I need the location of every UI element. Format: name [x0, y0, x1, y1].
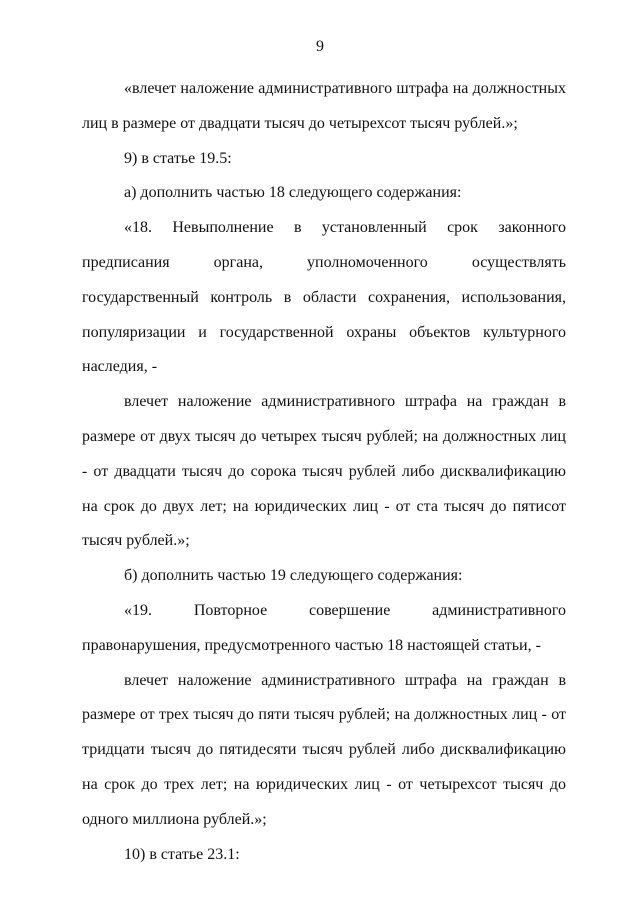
paragraph-part-18-text: «18. Невыполнение в установленный срок законного предписания органа, уполномоченного осуществлять государственный контроль в области сохранения, использования, популяризации и государственной охраны объектов культурного наследия, - — [82, 219, 566, 376]
paragraph-add-part-19: б) дополнить частью 19 следующего содержания: — [124, 567, 463, 585]
paragraph-part-18-penalty: влечет наложение административного штрафа на граждан в размере от двух тысяч до четырех тысяч рублей; на должностных лиц - от двадцати тысяч до сорока тысяч рублей либо дисквалификацию на срок до двух лет; на юридических лиц - от ста тысяч до пятисот тысяч рублей.»; — [82, 393, 566, 550]
page-number: 9 — [316, 38, 324, 55]
paragraph-article-23-1: 10) в статье 23.1: — [124, 845, 240, 863]
paragraph-article-19-5: 9) в статье 19.5: — [124, 149, 232, 167]
paragraph-part-19-text: «19. Повторное совершение административного правонарушения, предусмотренного частью 18 настоящей статьи, - — [82, 601, 566, 654]
paragraph-part-19-penalty: влечет наложение административного штрафа на граждан в размере от трех тысяч до пяти тысяч рублей; на должностных лиц - от тридцати тысяч до пятидесяти тысяч рублей либо дисквалификацию на срок до трех лет; на юридических лиц - от четырехсот тысяч до одного миллиона рублей.»; — [82, 671, 566, 828]
document-body — [82, 72, 566, 872]
paragraph-penalty-officials: «влечет наложение административного штрафа на должностных лиц в размере от двадцати тысяч до четырехсот тысяч рублей.»; — [82, 80, 566, 132]
paragraph-add-part-18: а) дополнить частью 18 следующего содержания: — [124, 184, 462, 202]
